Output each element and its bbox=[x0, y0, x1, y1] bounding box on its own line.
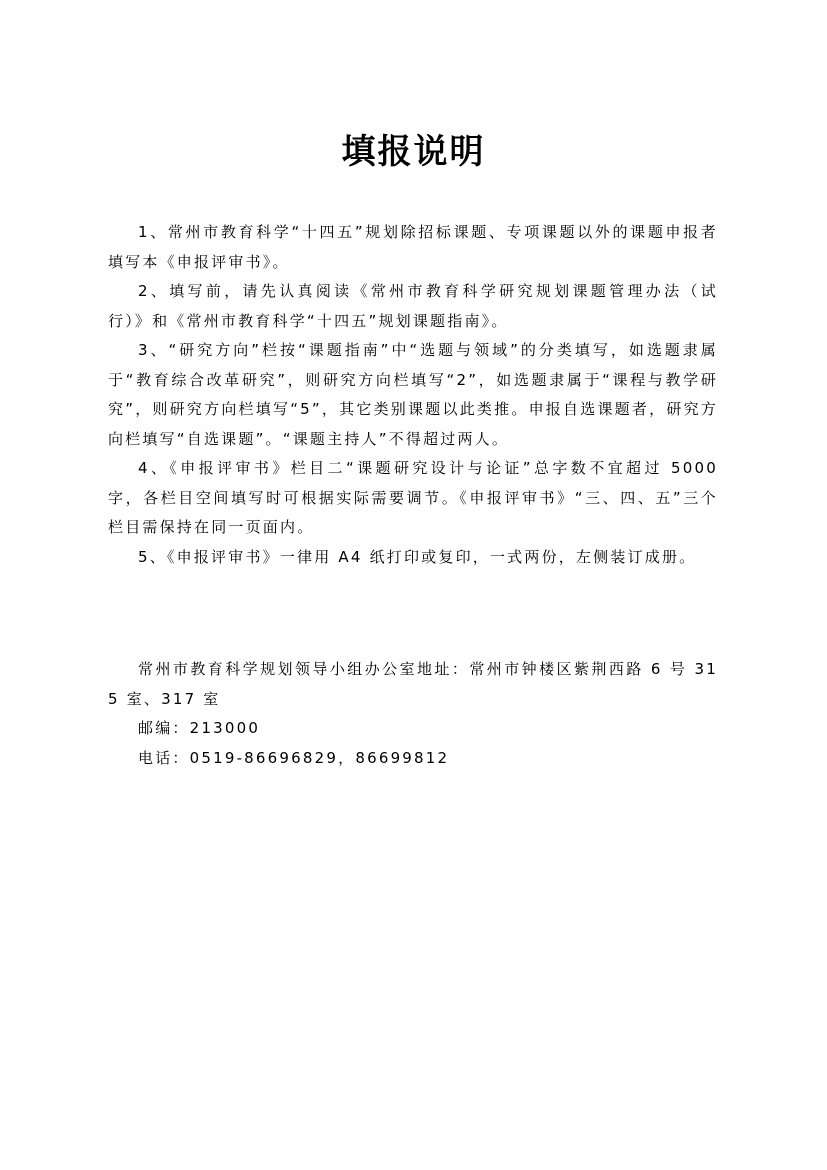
instruction-item-4: 4、《申报评审书》栏目二“课题研究设计与论证”总字数不宜超过 5000 字，各栏目空间填写时可根据实际需要调节。《申报评审书》“三、四、五”三个栏目需保持在同一页面内。 bbox=[108, 459, 718, 536]
instruction-item-1: 1、常州市教育科学“十四五”规划除招标课题、专项课题以外的课题申报者填写本《申报评审书》。 bbox=[108, 223, 718, 271]
page-title: 填报说明 bbox=[341, 132, 486, 172]
phone-number: 电话：0519-86696829，86699812 bbox=[138, 748, 450, 767]
instruction-item-3: 3、“研究方向”栏按“课题指南”中“选题与领域”的分类填写，如选题隶属于“教育综合改革研究”，则研究方向栏填写“2”，如选题隶属于“课程与教学研究”，则研究方向栏填写“5”，其它类别课题以此类推。申报自选课题者，研究方向栏填写“自选课题”。“课题主持人”不得超过两人。 bbox=[108, 341, 718, 448]
instruction-item-2: 2、填写前，请先认真阅读《常州市教育科学研究规划课题管理办法（试行）》和《常州市教育科学“十四五”规划课题指南》。 bbox=[108, 282, 718, 330]
office-address: 常州市教育科学规划领导小组办公室地址：常州市钟楼区紫荆西路 6 号 315 室、317 室 bbox=[108, 660, 718, 708]
contact-info bbox=[108, 655, 718, 773]
instructions-list bbox=[108, 218, 718, 572]
postcode: 邮编：213000 bbox=[138, 719, 261, 737]
instruction-item-5: 5、《申报评审书》一律用 A4 纸打印或复印，一式两份，左侧装订成册。 bbox=[138, 547, 697, 566]
